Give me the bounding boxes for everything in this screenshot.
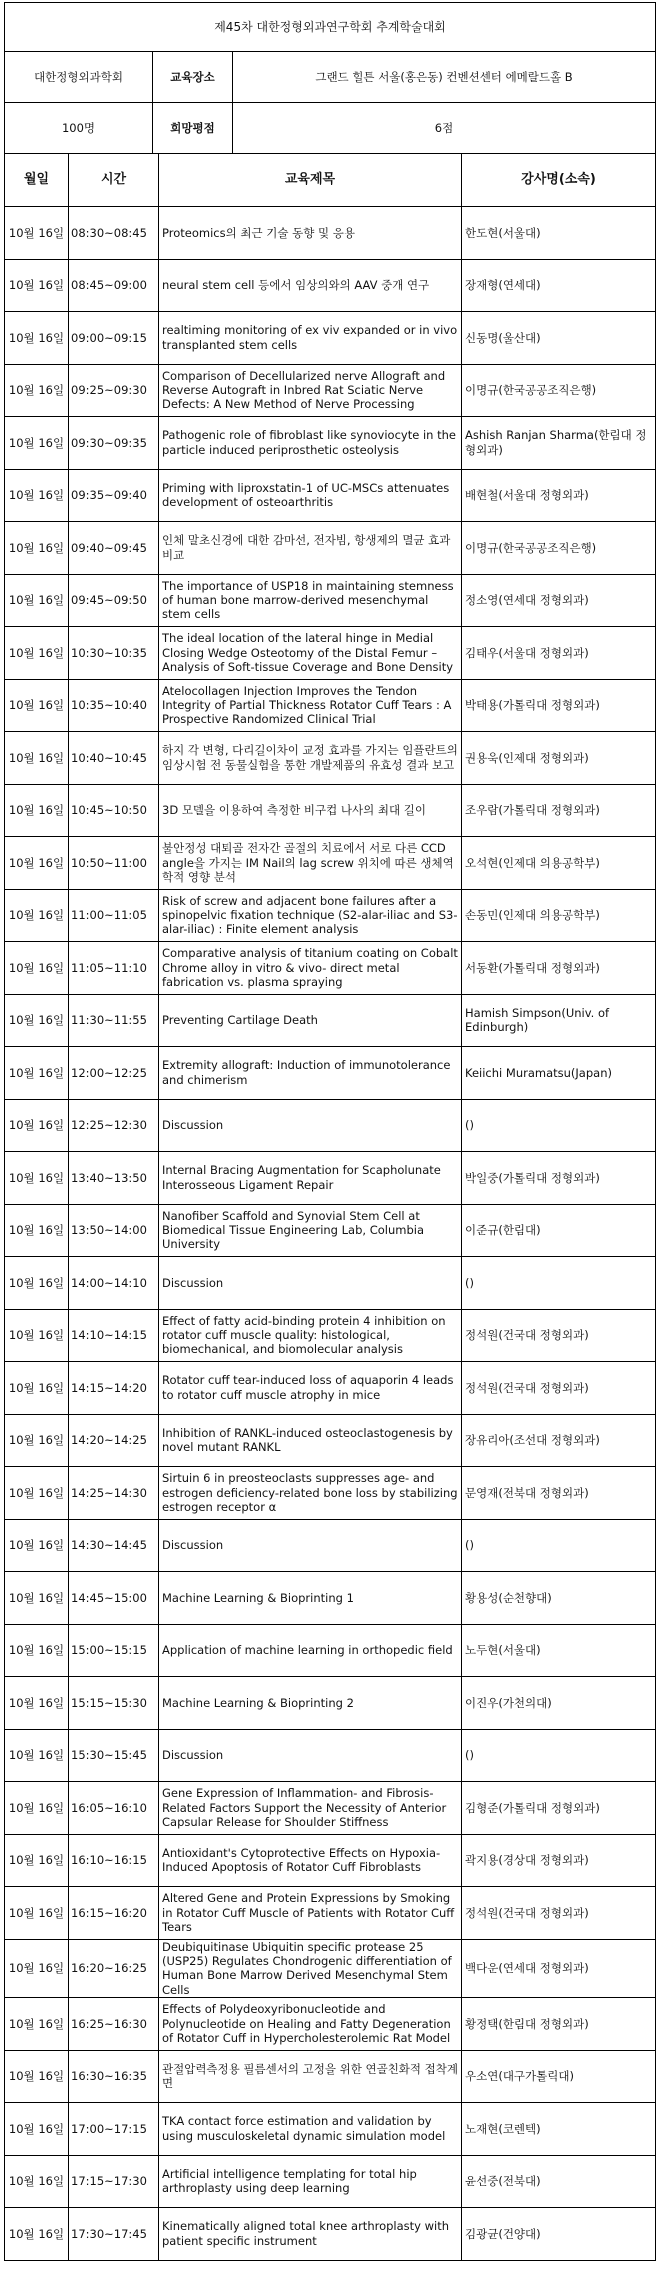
row-time: 10:40~10:45 <box>69 732 159 785</box>
row-title: The importance of USP18 in maintaining stemness of human bone marrow-derived mesenchymal stem cells <box>159 574 462 627</box>
table-row <box>5 417 656 470</box>
row-title: Comparative analysis of titanium coating on Cobalt Chrome alloy in vitro & vivo- direct metal fabrication vs. plasma spraying <box>159 942 462 995</box>
table-row <box>5 2208 656 2261</box>
row-lecturer: 곽지용(경상대 정형외과) <box>462 1834 656 1887</box>
row-lecturer: 이진우(가천의대) <box>462 1677 656 1730</box>
row-title: 관절압력측정용 필름센서의 고정을 위한 연골친화적 접착계면 <box>159 2050 462 2103</box>
row-title: 하지 각 변형, 다리길이차이 교정 효과를 가지는 임플란트의 임상시험 전 동물실험을 통한 개발제품의 유효성 결과 보고 <box>159 732 462 785</box>
row-time: 16:15~16:20 <box>69 1887 159 1940</box>
row-time: 14:45~15:00 <box>69 1572 159 1625</box>
table-row <box>5 1414 656 1467</box>
row-lecturer: 박일중(가톨릭대 정형외과) <box>462 1152 656 1205</box>
row-date: 10월 16일 <box>5 732 69 785</box>
row-date: 10월 16일 <box>5 312 69 365</box>
row-time: 16:10~16:15 <box>69 1834 159 1887</box>
col-header-lecturer: 강사명(소속) <box>462 154 656 207</box>
row-lecturer: () <box>462 1099 656 1152</box>
row-date: 10월 16일 <box>5 574 69 627</box>
row-title: Effect of fatty acid-binding protein 4 inhibition on rotator cuff muscle quality: histological, biomechanical, and biomolecular analysis <box>159 1309 462 1362</box>
row-lecturer: 정석원(건국대 정형외과) <box>462 1887 656 1940</box>
row-date: 10월 16일 <box>5 994 69 1047</box>
credit-label: 희망평점 <box>153 103 233 154</box>
table-row <box>5 207 656 260</box>
row-time: 17:30~17:45 <box>69 2208 159 2261</box>
table-row <box>5 679 656 732</box>
row-date: 10월 16일 <box>5 1414 69 1467</box>
row-date: 10월 16일 <box>5 259 69 312</box>
row-date: 10월 16일 <box>5 1834 69 1887</box>
table-row <box>5 784 656 837</box>
credit-value: 6점 <box>233 103 656 154</box>
row-lecturer: 백다운(연세대 정형외과) <box>462 1939 656 1998</box>
row-date: 10월 16일 <box>5 1998 69 2051</box>
table-row <box>5 2050 656 2103</box>
row-time: 14:20~14:25 <box>69 1414 159 1467</box>
row-title: Kinematically aligned total knee arthroplasty with patient specific instrument <box>159 2208 462 2261</box>
row-time: 15:15~15:30 <box>69 1677 159 1730</box>
row-lecturer: () <box>462 1519 656 1572</box>
table-row <box>5 1152 656 1205</box>
col-header-title: 교육제목 <box>159 154 462 207</box>
row-title: realtiming monitoring of ex viv expanded or in vivo transplanted stem cells <box>159 312 462 365</box>
row-date: 10월 16일 <box>5 1362 69 1415</box>
col-header-date: 월일 <box>5 154 69 207</box>
row-title: Discussion <box>159 1099 462 1152</box>
row-title: The ideal location of the lateral hinge in Medial Closing Wedge Osteotomy of the Distal Femur – Analysis of Soft-tissue Coverage and Bone Density <box>159 627 462 680</box>
row-lecturer: 김광균(건양대) <box>462 2208 656 2261</box>
row-title: Discussion <box>159 1729 462 1782</box>
row-lecturer: 장재형(연세대) <box>462 259 656 312</box>
row-lecturer: 정소영(연세대 정형외과) <box>462 574 656 627</box>
row-date: 10월 16일 <box>5 2155 69 2208</box>
row-date: 10월 16일 <box>5 1099 69 1152</box>
row-lecturer: 김형준(가톨릭대 정형외과) <box>462 1782 656 1835</box>
venue-label: 교육장소 <box>153 52 233 103</box>
row-title: Application of machine learning in orthopedic field <box>159 1624 462 1677</box>
row-time: 14:25~14:30 <box>69 1467 159 1520</box>
row-date: 10월 16일 <box>5 1887 69 1940</box>
table-row <box>5 627 656 680</box>
table-row <box>5 1519 656 1572</box>
row-lecturer: 박태용(가톨릭대 정형외과) <box>462 679 656 732</box>
row-title: Altered Gene and Protein Expressions by Smoking in Rotator Cuff Muscle of Patients with Rotator Cuff Tears <box>159 1887 462 1940</box>
row-time: 16:20~16:25 <box>69 1939 159 1998</box>
row-time: 15:30~15:45 <box>69 1729 159 1782</box>
row-time: 12:25~12:30 <box>69 1099 159 1152</box>
row-time: 11:00~11:05 <box>69 889 159 942</box>
row-title: Discussion <box>159 1519 462 1572</box>
table-row <box>5 1572 656 1625</box>
row-date: 10월 16일 <box>5 469 69 522</box>
row-lecturer: 문영재(전북대 정형외과) <box>462 1467 656 1520</box>
table-row <box>5 994 656 1047</box>
row-time: 11:30~11:55 <box>69 994 159 1047</box>
row-time: 14:10~14:15 <box>69 1309 159 1362</box>
row-time: 13:40~13:50 <box>69 1152 159 1205</box>
row-time: 09:35~09:40 <box>69 469 159 522</box>
table-row <box>5 1362 656 1415</box>
row-time: 13:50~14:00 <box>69 1204 159 1257</box>
table-row <box>5 1309 656 1362</box>
table-row <box>5 2155 656 2208</box>
row-time: 17:00~17:15 <box>69 2103 159 2156</box>
row-date: 10월 16일 <box>5 1782 69 1835</box>
row-date: 10월 16일 <box>5 784 69 837</box>
schedule-header-row <box>5 154 656 207</box>
row-title: Effects of Polydeoxyribonucleotide and Polynucleotide on Healing and Fatty Degeneration of Rotator Cuff in Hypercholesterolemic Rat Model <box>159 1998 462 2051</box>
row-title: Priming with liproxstatin-1 of UC-MSCs attenuates development of osteoarthritis <box>159 469 462 522</box>
row-lecturer: 서동환(가톨릭대 정형외과) <box>462 942 656 995</box>
row-time: 09:45~09:50 <box>69 574 159 627</box>
row-date: 10월 16일 <box>5 837 69 890</box>
row-lecturer: 장유리아(조선대 정형외과) <box>462 1414 656 1467</box>
row-lecturer: 윤선중(전북대) <box>462 2155 656 2208</box>
row-time: 10:30~10:35 <box>69 627 159 680</box>
row-title: Atelocollagen Injection Improves the Tendon Integrity of Partial Thickness Rotator Cuff Tears : A Prospective Randomized Clinical Trial <box>159 679 462 732</box>
row-title: Machine Learning & Bioprinting 2 <box>159 1677 462 1730</box>
row-time: 10:50~11:00 <box>69 837 159 890</box>
row-date: 10월 16일 <box>5 207 69 260</box>
capacity-value: 100명 <box>5 103 153 154</box>
row-title: Artificial intelligence templating for total hip arthroplasty using deep learning <box>159 2155 462 2208</box>
row-date: 10월 16일 <box>5 2103 69 2156</box>
row-time: 14:30~14:45 <box>69 1519 159 1572</box>
row-date: 10월 16일 <box>5 2208 69 2261</box>
row-time: 17:15~17:30 <box>69 2155 159 2208</box>
row-time: 09:25~09:30 <box>69 364 159 417</box>
row-time: 16:05~16:10 <box>69 1782 159 1835</box>
schedule-table <box>4 153 656 2261</box>
row-date: 10월 16일 <box>5 1624 69 1677</box>
row-lecturer: 이준규(한림대) <box>462 1204 656 1257</box>
program-sheet <box>4 2 655 2261</box>
row-lecturer: 권용욱(인제대 정형외과) <box>462 732 656 785</box>
header-table <box>4 2 656 154</box>
row-date: 10월 16일 <box>5 1729 69 1782</box>
row-title: Inhibition of RANKL-induced osteoclastogenesis by novel mutant RANKL <box>159 1414 462 1467</box>
table-row <box>5 574 656 627</box>
row-date: 10월 16일 <box>5 522 69 575</box>
table-row <box>5 1257 656 1310</box>
row-lecturer: 이명규(한국공공조직은행) <box>462 522 656 575</box>
row-lecturer: 김태우(서울대 정형외과) <box>462 627 656 680</box>
row-lecturer: 황용성(순천향대) <box>462 1572 656 1625</box>
row-lecturer: 노재현(코렌텍) <box>462 2103 656 2156</box>
row-time: 14:00~14:10 <box>69 1257 159 1310</box>
row-title: Sirtuin 6 in preosteoclasts suppresses age- and estrogen deficiency-related bone loss by stabilizing estrogen receptor α <box>159 1467 462 1520</box>
table-row <box>5 1624 656 1677</box>
row-lecturer: () <box>462 1257 656 1310</box>
row-title: Discussion <box>159 1257 462 1310</box>
table-row <box>5 1729 656 1782</box>
row-title: Antioxidant's Cytoprotective Effects on Hypoxia-Induced Apoptosis of Rotator Cuff Fibroblasts <box>159 1834 462 1887</box>
table-row <box>5 942 656 995</box>
row-lecturer: 이명규(한국공공조직은행) <box>462 364 656 417</box>
row-date: 10월 16일 <box>5 627 69 680</box>
table-row <box>5 364 656 417</box>
row-date: 10월 16일 <box>5 889 69 942</box>
row-title: neural stem cell 등에서 임상의와의 AAV 중개 연구 <box>159 259 462 312</box>
row-title: Nanofiber Scaffold and Synovial Stem Cell at Biomedical Tissue Engineering Lab, Columbia University <box>159 1204 462 1257</box>
table-row <box>5 1782 656 1835</box>
row-lecturer: 황정택(한림대 정형외과) <box>462 1998 656 2051</box>
table-row <box>5 1099 656 1152</box>
row-lecturer: Hamish Simpson(Univ. of Edinburgh) <box>462 994 656 1047</box>
row-title: Extremity allograft: Induction of immunotolerance and chimerism <box>159 1047 462 1100</box>
row-lecturer: 손동민(인제대 의용공학부) <box>462 889 656 942</box>
table-row <box>5 1467 656 1520</box>
row-time: 15:00~15:15 <box>69 1624 159 1677</box>
row-date: 10월 16일 <box>5 2050 69 2103</box>
row-lecturer: 노두현(서울대) <box>462 1624 656 1677</box>
row-time: 14:15~14:20 <box>69 1362 159 1415</box>
row-lecturer: 오석현(인제대 의용공학부) <box>462 837 656 890</box>
table-row <box>5 1998 656 2051</box>
row-title: 인체 말초신경에 대한 감마선, 전자빔, 항생제의 멸균 효과 비교 <box>159 522 462 575</box>
row-date: 10월 16일 <box>5 1572 69 1625</box>
row-lecturer: Ashish Ranjan Sharma(한림대 정형외과) <box>462 417 656 470</box>
row-title: 불안정성 대퇴골 전자간 골절의 치료에서 서로 다른 CCD angle을 가지는 IM Nail의 lag screw 위치에 따른 생체역학적 영향 분석 <box>159 837 462 890</box>
row-date: 10월 16일 <box>5 1309 69 1362</box>
row-date: 10월 16일 <box>5 364 69 417</box>
row-lecturer: 조우람(가톨릭대 정형외과) <box>462 784 656 837</box>
row-date: 10월 16일 <box>5 1204 69 1257</box>
row-time: 10:45~10:50 <box>69 784 159 837</box>
row-time: 08:45~09:00 <box>69 259 159 312</box>
row-title: Comparison of Decellularized nerve Allograft and Reverse Autograft in Inbred Rat Sciatic Nerve Defects: A New Method of Nerve Processing <box>159 364 462 417</box>
table-row <box>5 1677 656 1730</box>
row-date: 10월 16일 <box>5 942 69 995</box>
row-title: Preventing Cartilage Death <box>159 994 462 1047</box>
row-lecturer: 배현철(서울대 정형외과) <box>462 469 656 522</box>
venue-value: 그랜드 힐튼 서울(홍은동) 컨벤션센터 에메랄드홀 B <box>233 52 656 103</box>
row-date: 10월 16일 <box>5 1047 69 1100</box>
row-lecturer: 한도현(서울대) <box>462 207 656 260</box>
row-title: Pathogenic role of fibroblast like synoviocyte in the particle induced periprosthetic osteolysis <box>159 417 462 470</box>
table-row <box>5 837 656 890</box>
row-title: 3D 모델을 이용하여 측정한 비구컵 나사의 최대 길이 <box>159 784 462 837</box>
row-title: Proteomics의 최근 기술 동향 및 응용 <box>159 207 462 260</box>
table-row <box>5 522 656 575</box>
table-row <box>5 1834 656 1887</box>
row-date: 10월 16일 <box>5 1519 69 1572</box>
row-time: 08:30~08:45 <box>69 207 159 260</box>
row-time: 12:00~12:25 <box>69 1047 159 1100</box>
table-row <box>5 1887 656 1940</box>
table-row <box>5 1939 656 1998</box>
col-header-time: 시간 <box>69 154 159 207</box>
row-date: 10월 16일 <box>5 1467 69 1520</box>
row-date: 10월 16일 <box>5 679 69 732</box>
table-row <box>5 732 656 785</box>
row-date: 10월 16일 <box>5 1152 69 1205</box>
row-time: 10:35~10:40 <box>69 679 159 732</box>
row-date: 10월 16일 <box>5 1677 69 1730</box>
row-title: TKA contact force estimation and validation by using musculoskeletal dynamic simulation model <box>159 2103 462 2156</box>
row-lecturer: 우소연(대구가톨릭대) <box>462 2050 656 2103</box>
row-title: Machine Learning & Bioprinting 1 <box>159 1572 462 1625</box>
table-row <box>5 1204 656 1257</box>
table-row <box>5 259 656 312</box>
row-title: Risk of screw and adjacent bone failures after a spinopelvic fixation technique (S2-alar-iliac and S3-alar-iliac) : Finite element analysis <box>159 889 462 942</box>
row-lecturer: 신동명(울산대) <box>462 312 656 365</box>
schedule-body <box>5 207 656 2261</box>
row-lecturer: () <box>462 1729 656 1782</box>
organizer-value: 대한정형외과학회 <box>5 52 153 103</box>
row-lecturer: 정석원(건국대 정형외과) <box>462 1362 656 1415</box>
row-time: 16:25~16:30 <box>69 1998 159 2051</box>
row-date: 10월 16일 <box>5 1939 69 1998</box>
row-lecturer: 정석원(건국대 정형외과) <box>462 1309 656 1362</box>
row-time: 09:30~09:35 <box>69 417 159 470</box>
table-row <box>5 889 656 942</box>
table-row <box>5 1047 656 1100</box>
row-title: Gene Expression of Inflammation- and Fibrosis-Related Factors Support the Necessity of Anterior Capsular Release for Shoulder Stiffness <box>159 1782 462 1835</box>
program-title: 제45차 대한정형외과연구학회 추계학술대회 <box>5 3 656 52</box>
row-lecturer: Keiichi Muramatsu(Japan) <box>462 1047 656 1100</box>
row-title: Deubiquitinase Ubiquitin specific protease 25 (USP25) Regulates Chondrogenic differentiation of Human Bone Marrow Derived Mesenchymal Stem Cells <box>159 1939 462 1998</box>
row-date: 10월 16일 <box>5 1257 69 1310</box>
row-time: 11:05~11:10 <box>69 942 159 995</box>
row-date: 10월 16일 <box>5 417 69 470</box>
table-row <box>5 312 656 365</box>
row-time: 09:40~09:45 <box>69 522 159 575</box>
row-title: Internal Bracing Augmentation for Scapholunate Interosseous Ligament Repair <box>159 1152 462 1205</box>
row-title: Rotator cuff tear-induced loss of aquaporin 4 leads to rotator cuff muscle atrophy in mice <box>159 1362 462 1415</box>
table-row <box>5 469 656 522</box>
table-row <box>5 2103 656 2156</box>
row-time: 16:30~16:35 <box>69 2050 159 2103</box>
row-time: 09:00~09:15 <box>69 312 159 365</box>
